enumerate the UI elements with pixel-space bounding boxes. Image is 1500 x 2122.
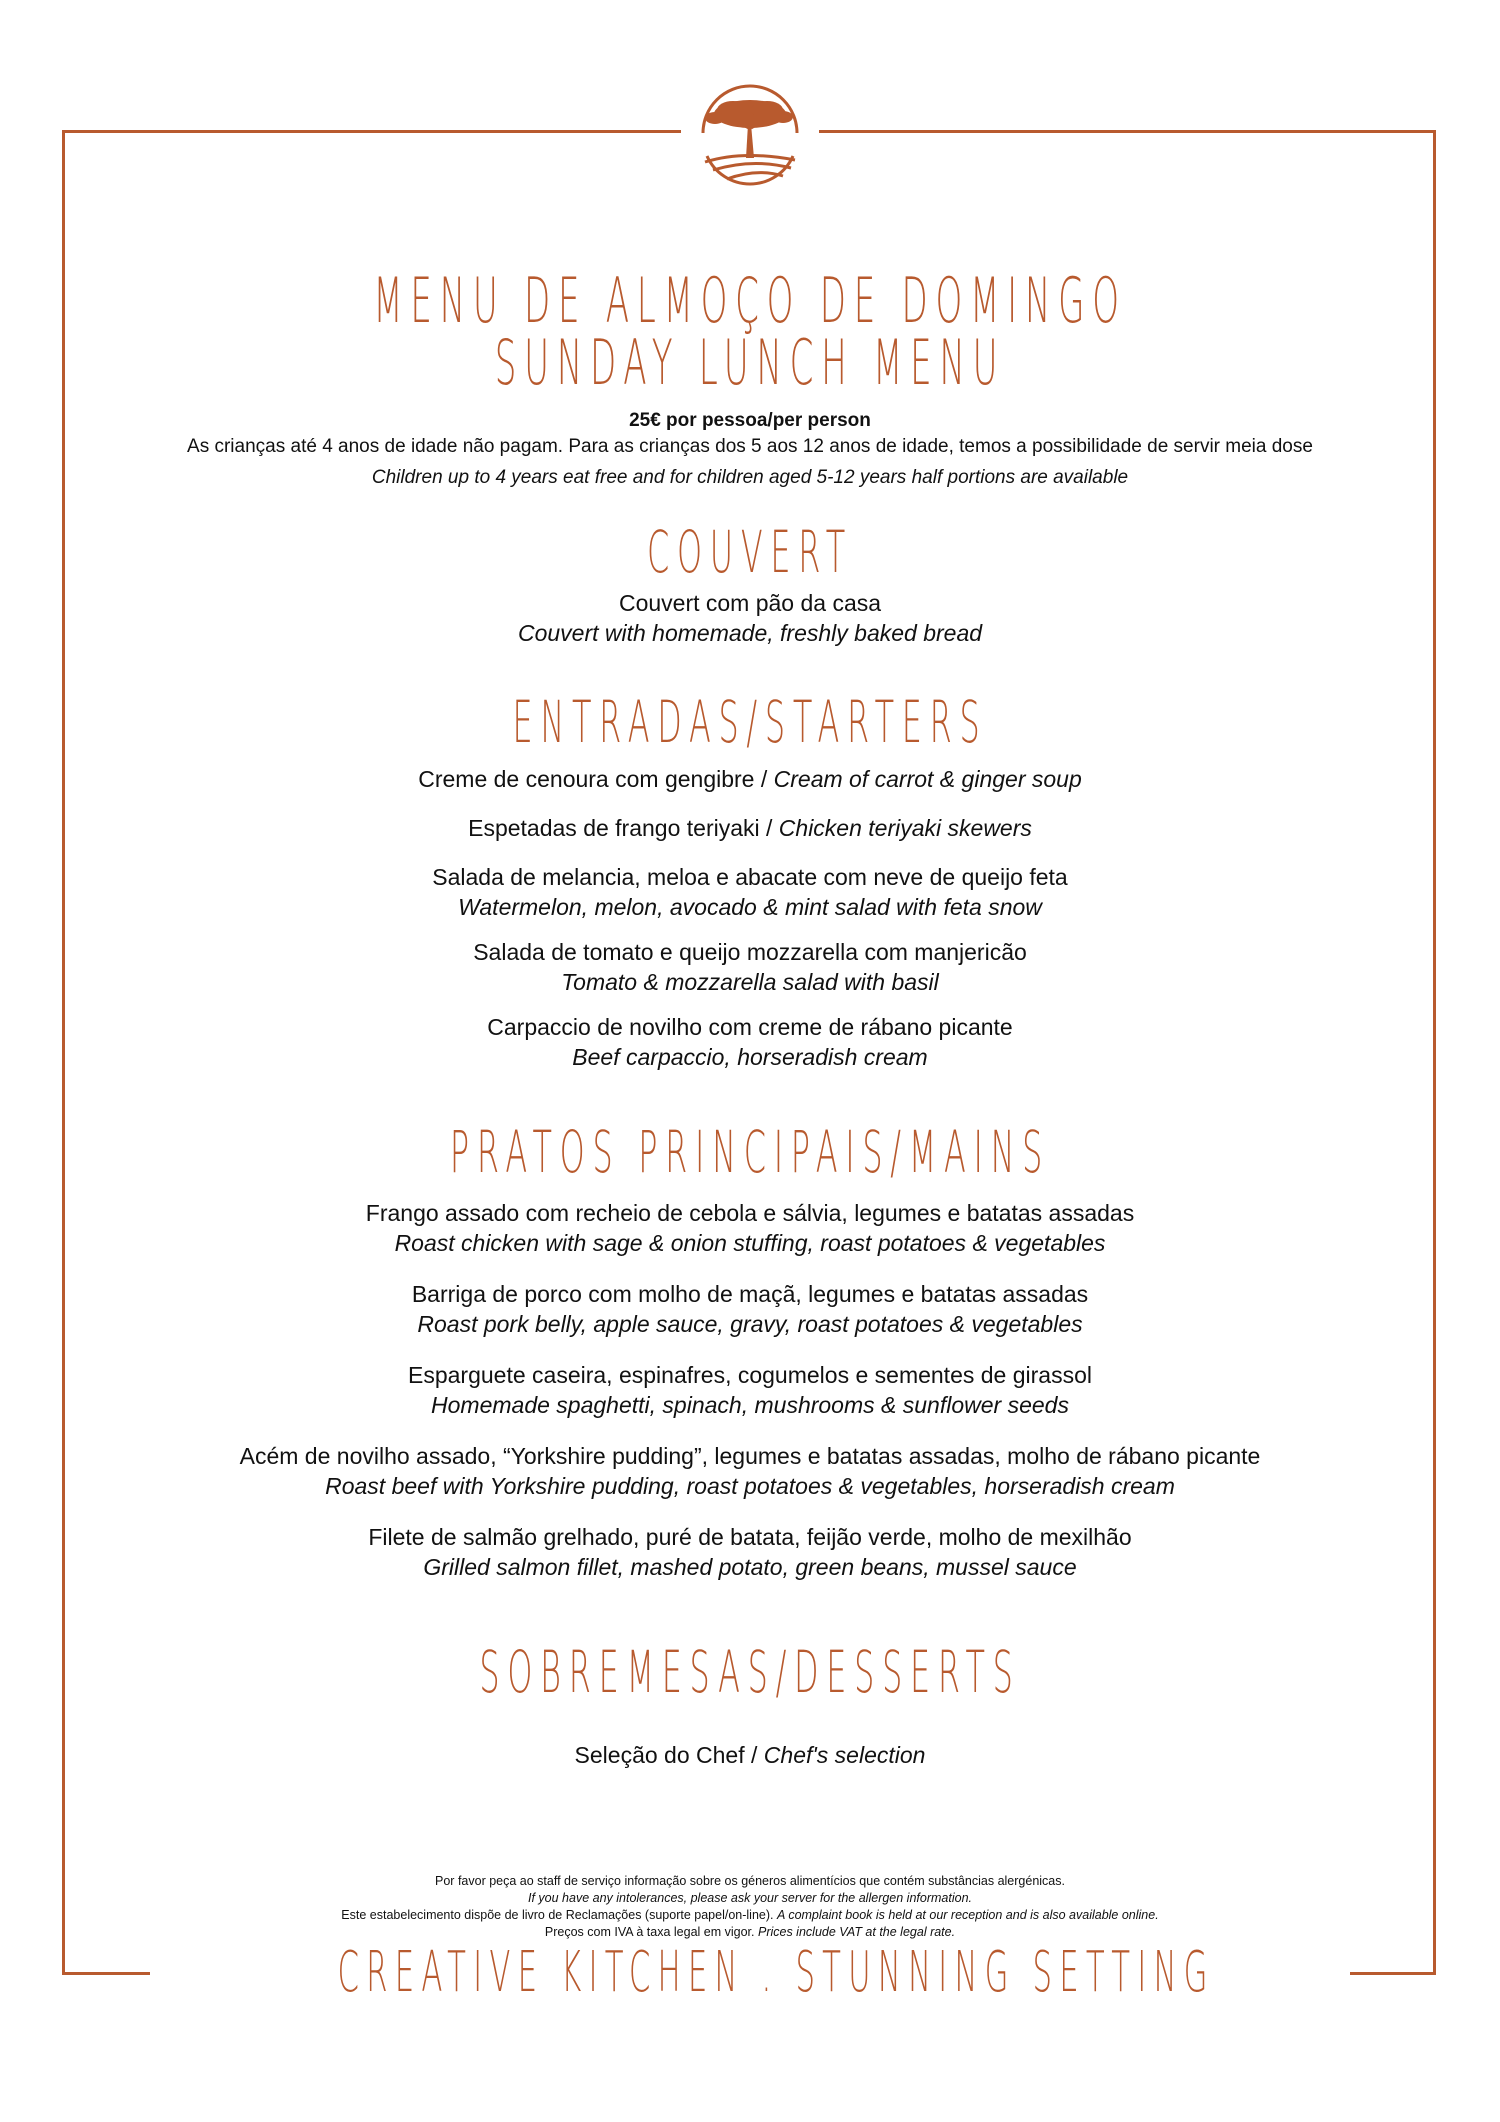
list-item: Seleção do Chef / Chef's selection [574, 1742, 926, 1768]
title-pt: MENU DE ALMOÇO DE DOMINGO [373, 264, 1127, 337]
section-heading-desserts: SOBREMESAS/DESSERTS [479, 1638, 1021, 1706]
list-item: Carpaccio de novilho com creme de rábano picante Beef carpaccio, horseradish cream [487, 1014, 1013, 1070]
list-item: Espetadas de frango teriyaki / Chicken teriyaki skewers [468, 815, 1032, 841]
list-item: Salada de tomato e queijo mozzarella com manjericão Tomato & mozzarella salad with basil [473, 939, 1027, 995]
list-item: Creme de cenoura com gengibre / Cream of carrot & ginger soup [418, 766, 1082, 792]
section-heading-starters: ENTRADAS/STARTERS [512, 688, 988, 756]
list-item: Barriga de porco com molho de maçã, legumes e batatas assadas Roast pork belly, apple sauce, gravy, roast potatoes & vegetables [411, 1281, 1089, 1337]
couvert-pt: Couvert com pão da casa [618, 590, 882, 616]
section-heading-couvert: COUVERT [647, 518, 853, 586]
list-item: Frango assado com recheio de cebola e sálvia, legumes e batatas assadas Roast chicken with sage & onion stuffing, roast potatoes & vegetables [365, 1200, 1135, 1256]
list-item: Esparguete caseira, espinafres, cogumelos e sementes de girassol Homemade spaghetti, spinach, mushrooms & sunflower seeds [408, 1362, 1092, 1418]
children-note-en: Children up to 4 years eat free and for children aged 5-12 years half portions are available [371, 467, 1129, 488]
price: 25€ por pessoa/per person [629, 410, 871, 431]
section-heading-mains: PRATOS PRINCIPAIS/MAINS [449, 1118, 1051, 1186]
title-en: SUNDAY LUNCH MENU [494, 326, 1006, 399]
tree-logo-icon [683, 66, 817, 200]
logo [681, 64, 819, 202]
allergen-note: Por favor peça ao staff de serviço informação sobre os géneros alimentícios que contém substâncias alergénicas. If you have any intolerances, please ask your server for the allergen information. Este estabelecimento dispõe de livro de Reclamações (suporte papel/on-line). A complaint book is held at our reception and is also available online. Preços com IVA à taxa legal em vigor. Prices include VAT at the legal rate. [341, 1874, 1159, 1939]
list-item: Salada de melancia, meloa e abacate com neve de queijo feta Watermelon, melon, avocado & mint salad with feta snow [432, 864, 1068, 920]
couvert-en: Couvert with homemade, freshly baked bread [517, 620, 983, 646]
list-item: Filete de salmão grelhado, puré de batata, feijão verde, molho de mexilhão Grilled salmon fillet, mashed potato, green beans, mussel sauce [368, 1524, 1132, 1580]
list-item: Acém de novilho assado, “Yorkshire pudding”, legumes e batatas assadas, molho de rábano picante Roast beef with Yorkshire pudding, roast potatoes & vegetables, horseradish cream [239, 1443, 1261, 1499]
tagline: CREATIVE KITCHEN . STUNNING SETTING [337, 1940, 1215, 2005]
children-note-pt: As crianças até 4 anos de idade não pagam. Para as crianças dos 5 aos 12 anos de idade, temos a possibilidade de servir meia dose [187, 436, 1313, 457]
